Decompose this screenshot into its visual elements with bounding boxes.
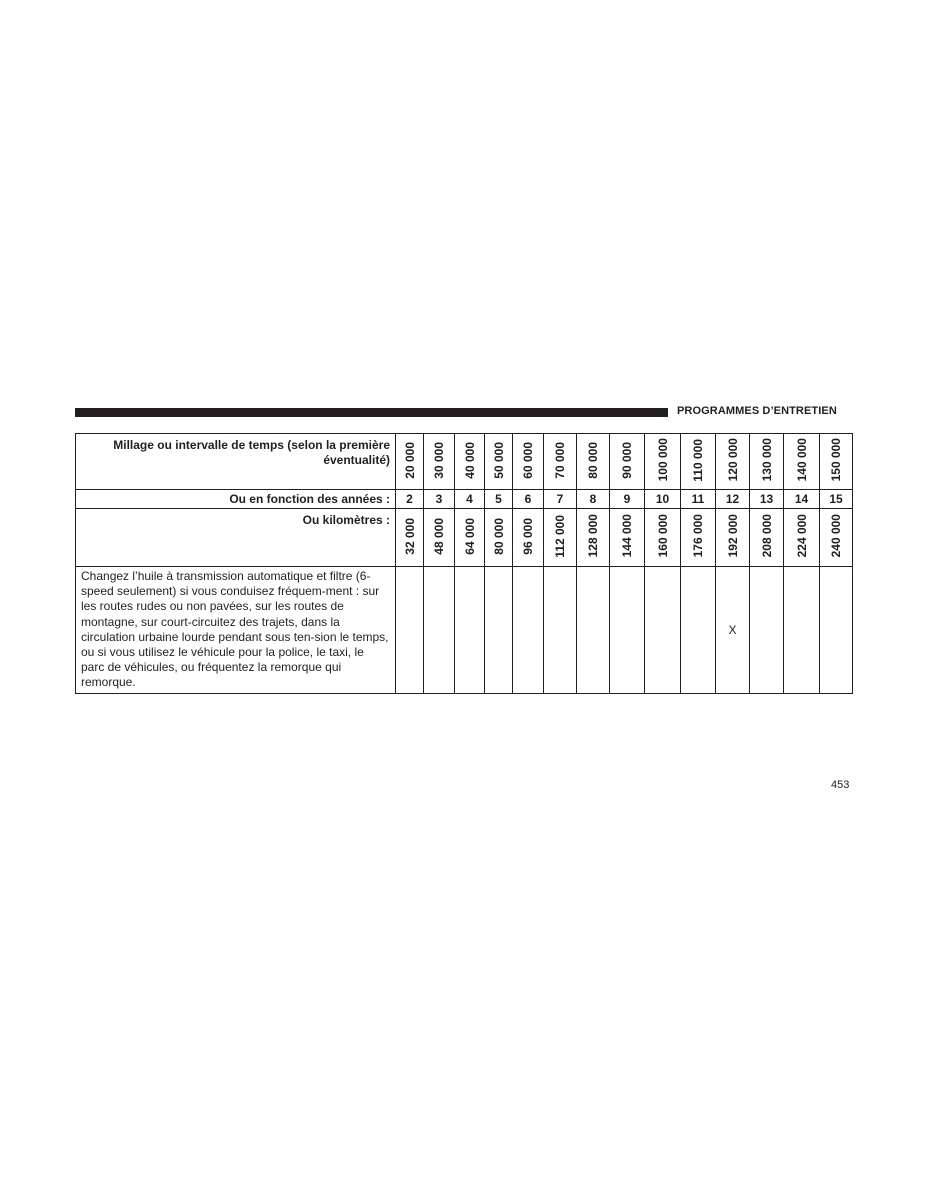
mileage-value: 140 000	[794, 438, 809, 482]
mileage-value: 150 000	[829, 438, 843, 482]
service-mark-cell	[820, 567, 853, 694]
year-cell: 10	[645, 490, 681, 509]
kilometers-cell	[610, 509, 645, 567]
mileage-value: 90 000	[620, 441, 634, 479]
kilometers-value: 80 000	[491, 517, 506, 555]
year-cell: 13	[750, 490, 784, 509]
kilometers-cell	[716, 509, 750, 567]
year-cell: 12	[716, 490, 750, 509]
kilometers-value: 96 000	[521, 517, 535, 555]
kilometers-cell	[750, 509, 784, 567]
mileage-value: 110 000	[691, 438, 705, 482]
kilometers-value: 48 000	[432, 517, 446, 555]
mileage-value: 40 000	[462, 441, 477, 479]
mileage-value: 130 000	[759, 438, 774, 482]
mileage-value: 80 000	[586, 441, 600, 479]
year-cell: 15	[820, 490, 853, 509]
year-cell: 6	[513, 490, 544, 509]
kilometers-value: 176 000	[691, 514, 705, 558]
years-row	[76, 490, 853, 509]
service-mark-cell	[784, 567, 820, 694]
service-mark-cell	[485, 567, 513, 694]
kilometers-row-label: Ou kilomètres :	[76, 509, 396, 567]
kilometers-value: 240 000	[829, 514, 843, 558]
service-mark-cell	[424, 567, 455, 694]
service-mark-cell	[577, 567, 610, 694]
year-cell: 3	[424, 490, 455, 509]
mileage-value: 100 000	[655, 438, 670, 482]
year-cell: 9	[610, 490, 645, 509]
mileage-cell	[820, 434, 853, 490]
service-mark-cell	[544, 567, 577, 694]
service-mark-cell	[681, 567, 716, 694]
kilometers-cell	[784, 509, 820, 567]
task-description: Changez l’huile à transmission automatique et filtre (6-speed seulement) si vous conduisez fréquem-ment : sur les routes rudes ou non pavées, sur les routes de montagne, sur court-circuitez des trajets, dans la circulation urbaine lourde pendant sous ten-sion le temps, ou si vous utilisez le véhicule pour la police, le taxi, le parc de véhicules, ou fréquentez la remorque qui remorque.	[76, 567, 396, 694]
service-mark-cell	[513, 567, 544, 694]
kilometers-cell	[681, 509, 716, 567]
mileage-cell	[577, 434, 610, 490]
year-cell: 5	[485, 490, 513, 509]
mileage-cell	[784, 434, 820, 490]
kilometers-value: 208 000	[759, 514, 774, 558]
mileage-cell	[396, 434, 424, 490]
service-mark-cell	[610, 567, 645, 694]
mileage-value: 50 000	[491, 441, 506, 479]
service-mark-cell: X	[716, 567, 750, 694]
mileage-value: 120 000	[725, 438, 740, 482]
section-header-bar	[75, 408, 668, 417]
kilometers-cell	[455, 509, 485, 567]
service-mark-cell	[645, 567, 681, 694]
year-cell: 11	[681, 490, 716, 509]
mileage-cell	[681, 434, 716, 490]
kilometers-cell	[513, 509, 544, 567]
kilometers-cell	[396, 509, 424, 567]
mileage-value: 20 000	[402, 441, 417, 479]
kilometers-value: 192 000	[725, 514, 740, 558]
kilometers-cell	[577, 509, 610, 567]
mileage-row-label: Millage ou intervalle de temps (selon la première éventualité)	[76, 434, 396, 490]
year-cell: 14	[784, 490, 820, 509]
mileage-cell	[750, 434, 784, 490]
mileage-cell	[544, 434, 577, 490]
mileage-cell	[424, 434, 455, 490]
kilometers-value: 144 000	[620, 514, 634, 558]
kilometers-value: 128 000	[586, 514, 600, 558]
kilometers-cell	[544, 509, 577, 567]
year-cell: 2	[396, 490, 424, 509]
mileage-row	[76, 434, 853, 490]
maintenance-schedule-table	[75, 433, 853, 694]
kilometers-cell	[424, 509, 455, 567]
service-mark-cell	[455, 567, 485, 694]
year-cell: 7	[544, 490, 577, 509]
task-row	[76, 567, 853, 694]
service-mark-cell	[750, 567, 784, 694]
kilometers-value: 160 000	[655, 514, 670, 558]
mileage-value: 60 000	[521, 441, 535, 479]
mileage-cell	[716, 434, 750, 490]
kilometers-value: 112 000	[553, 514, 567, 558]
page-number: 453	[831, 779, 850, 791]
kilometers-row	[76, 509, 853, 567]
mileage-cell	[645, 434, 681, 490]
mileage-cell	[455, 434, 485, 490]
years-row-label: Ou en fonction des années :	[76, 490, 396, 509]
kilometers-value: 224 000	[794, 514, 809, 558]
kilometers-cell	[485, 509, 513, 567]
mileage-value: 70 000	[553, 441, 567, 479]
kilometers-value: 64 000	[462, 517, 477, 555]
year-cell: 4	[455, 490, 485, 509]
kilometers-cell	[820, 509, 853, 567]
mileage-cell	[610, 434, 645, 490]
service-mark-cell	[396, 567, 424, 694]
section-title: PROGRAMMES D’ENTRETIEN	[677, 405, 837, 417]
kilometers-value: 32 000	[402, 517, 417, 555]
kilometers-cell	[645, 509, 681, 567]
mileage-cell	[485, 434, 513, 490]
mileage-value: 30 000	[432, 441, 446, 479]
mileage-cell	[513, 434, 544, 490]
year-cell: 8	[577, 490, 610, 509]
